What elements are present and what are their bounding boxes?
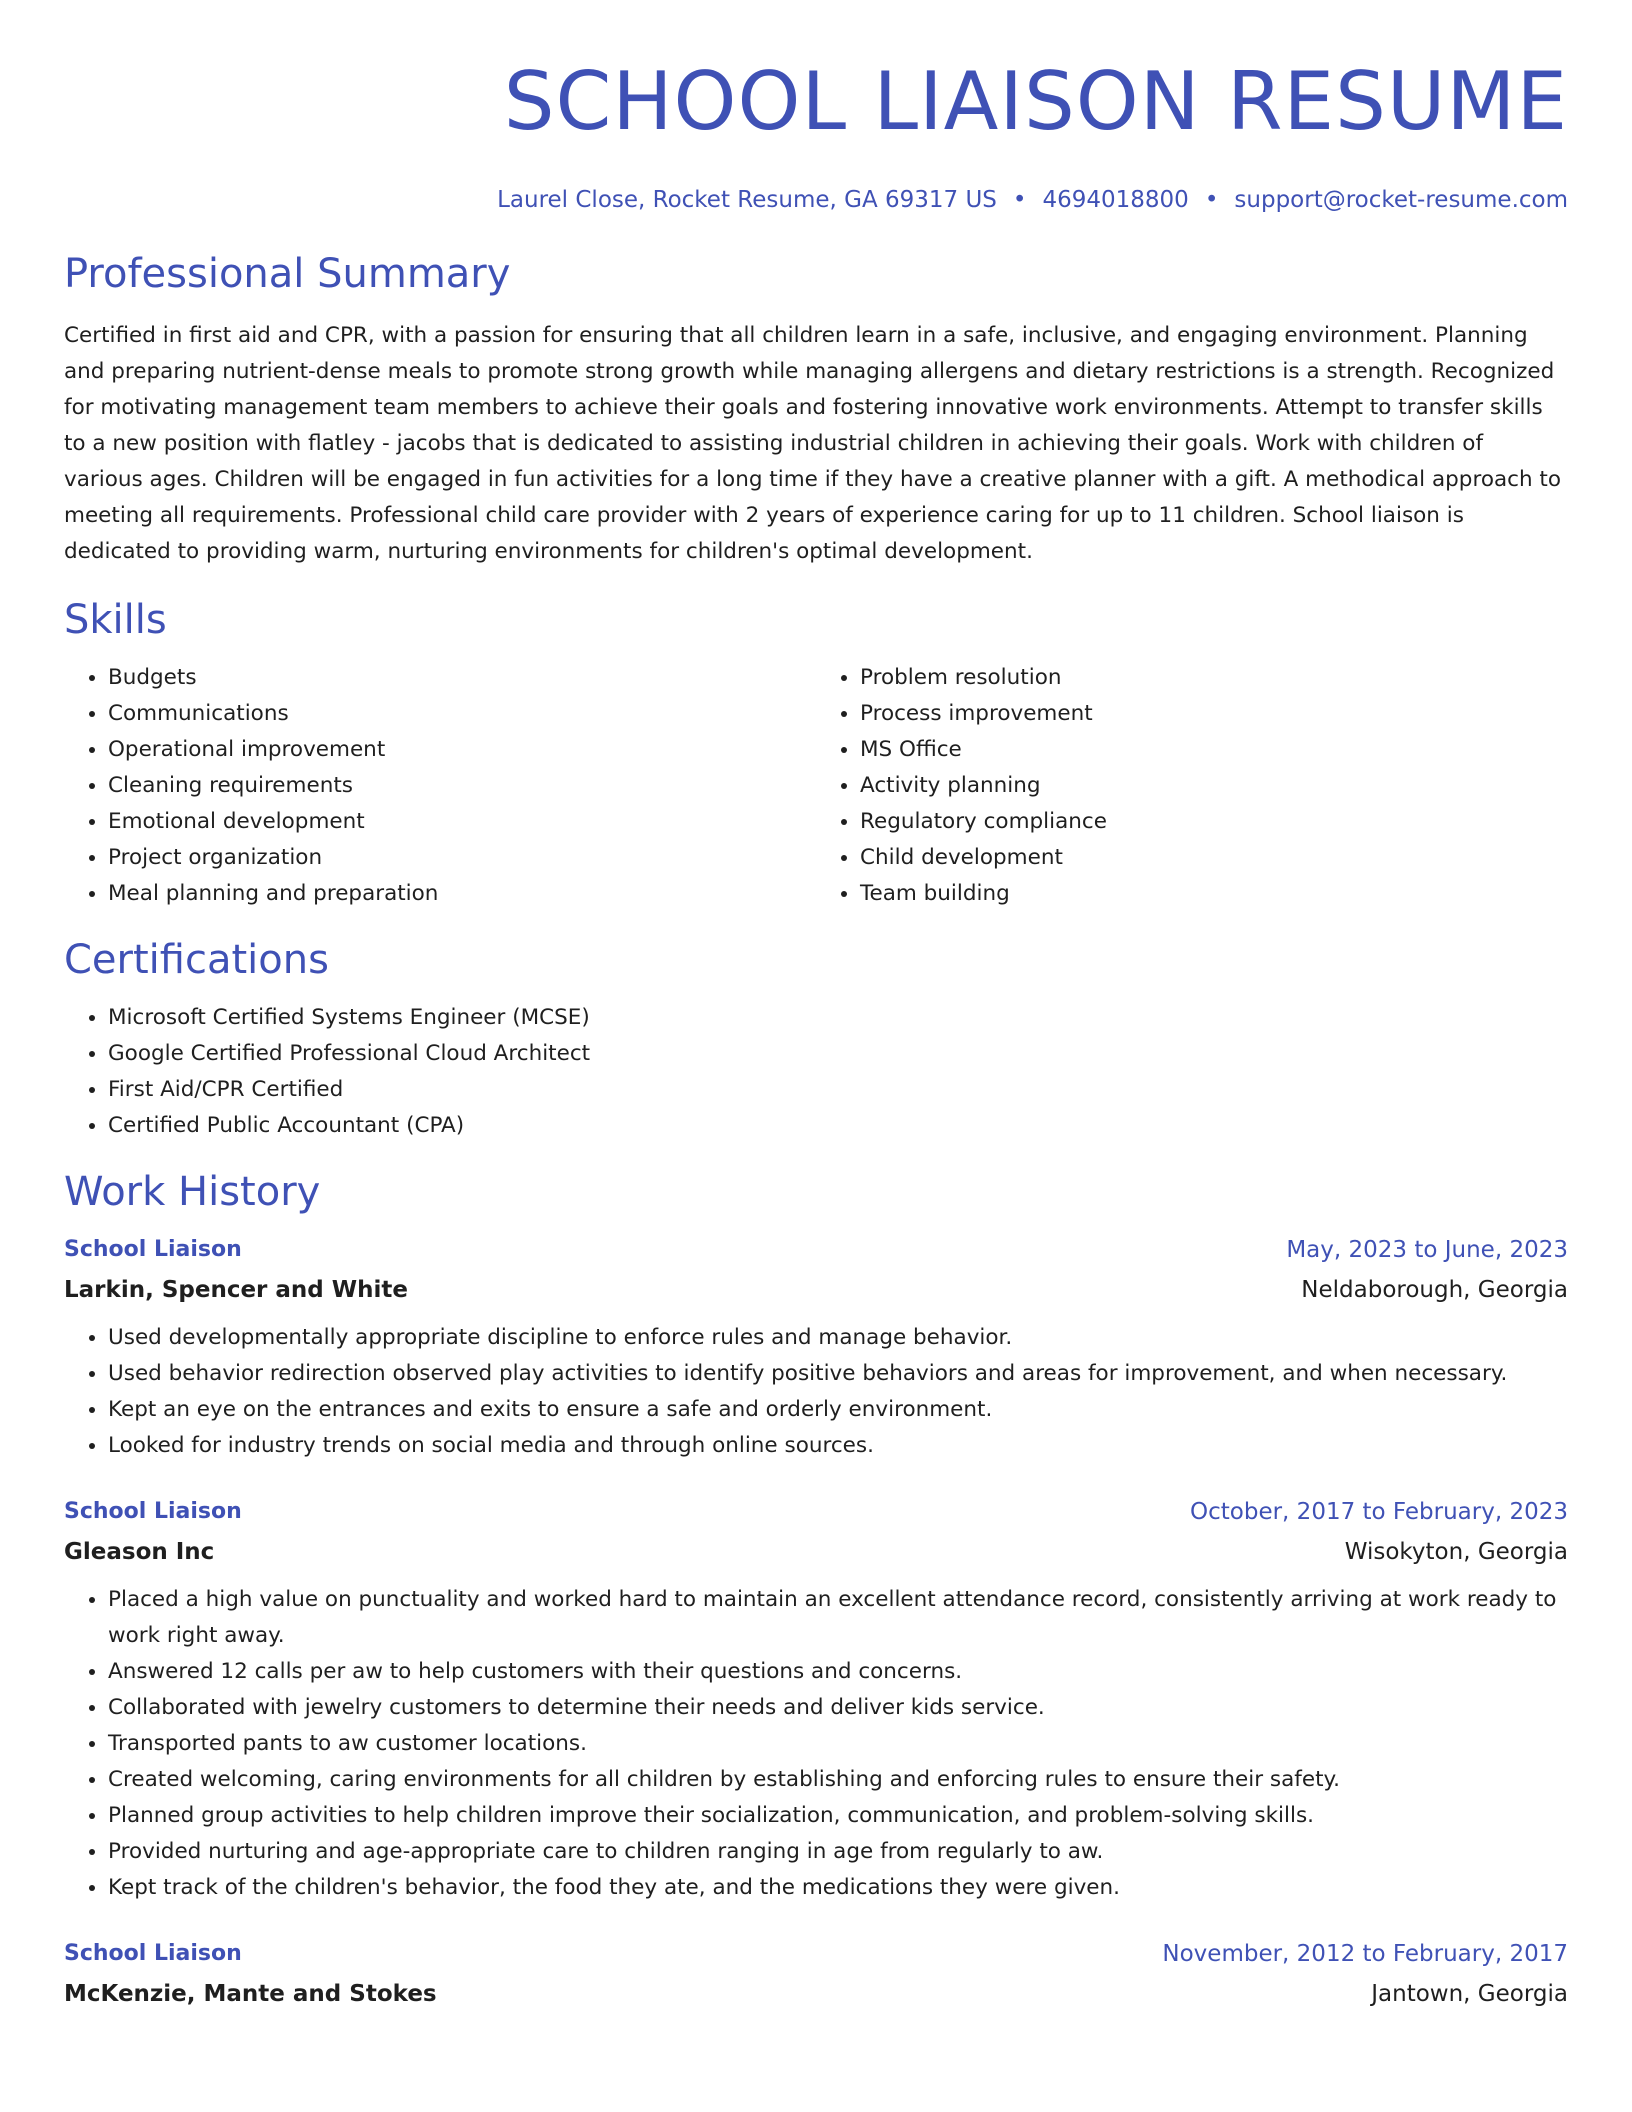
skill-item: • Problem resolution [860,660,1568,696]
contact-separator: • [1012,187,1027,213]
job-bullet: • Looked for industry trends on social media and through online sources. [108,1428,1568,1464]
job-bullet: • Answered 12 calls per aw to help customers with their questions and concerns. [108,1654,1568,1690]
job-bullet: • Transported pants to aw customer locations. [108,1726,1568,1762]
job-title: School Liaison [64,1237,242,1262]
job-bullet: • Kept track of the children's behavior, the food they ate, and the medications they were given. [108,1870,1568,1906]
skill-item: • Activity planning [860,768,1568,804]
job-company-row [64,1270,1568,1310]
certification-item: • Google Certified Professional Cloud Architect [108,1036,1568,1072]
skills-columns [64,660,1568,912]
job-title-row [64,1230,1568,1270]
resume-title: SCHOOL LIAISON RESUME [503,55,1568,148]
certification-item: • Microsoft Certified Systems Engineer (MCSE) [108,1000,1568,1036]
job-title: School Liaison [64,1941,242,1966]
job-entry [64,1230,1568,1464]
job-bullets [64,1320,1568,1464]
job-title-row [64,1934,1568,1974]
job-entry [64,1934,1568,2014]
contact-email[interactable]: support@rocket-resume.com [1234,187,1568,213]
skill-item: • Operational improvement [108,732,816,768]
job-company: McKenzie, Mante and Stokes [64,1981,437,2007]
job-bullet: • Collaborated with jewelry customers to determine their needs and deliver kids service. [108,1690,1568,1726]
job-location: Jantown, Georgia [1371,1981,1568,2007]
job-location: Neldaborough, Georgia [1301,1277,1568,1303]
skill-item: • Meal planning and preparation [108,876,816,912]
job-bullet: • Placed a high value on punctuality and worked hard to maintain an excellent attendance record, consistently arriving at work ready to work right away. [108,1582,1568,1654]
job-title-row [64,1492,1568,1532]
job-bullet: • Used behavior redirection observed play activities to identify positive behaviors and areas for improvement, and when necessary. [108,1356,1568,1392]
resume-header [64,0,1568,216]
job-bullet: • Planned group activities to help children improve their socialization, communication, and problem-solving skills. [108,1798,1568,1834]
skill-item: • Team building [860,876,1568,912]
certifications-list [64,1000,1568,1144]
summary-heading: Professional Summary [64,251,511,297]
skills-list-left [64,660,816,912]
skill-item: • Project organization [108,840,816,876]
skill-item: • Process improvement [860,696,1568,732]
job-entry [64,1492,1568,1906]
job-bullet: • Provided nurturing and age-appropriate care to children ranging in age from regularly to aw. [108,1834,1568,1870]
job-bullet: • Used developmentally appropriate discipline to enforce rules and manage behavior. [108,1320,1568,1356]
skills-heading: Skills [64,597,167,643]
job-company: Gleason Inc [64,1539,215,1565]
skill-item: • Emotional development [108,804,816,840]
skill-item: • Cleaning requirements [108,768,816,804]
job-location: Wisokyton, Georgia [1344,1539,1568,1565]
contact-line [64,184,1568,216]
job-bullets [64,1582,1568,1906]
skill-item: • Child development [860,840,1568,876]
skill-item: • MS Office [860,732,1568,768]
skill-item: • Regulatory compliance [860,804,1568,840]
job-dates: October, 2017 to February, 2023 [1190,1499,1568,1525]
job-company: Larkin, Spencer and White [64,1277,408,1303]
job-bullet: • Created welcoming, caring environments for all children by establishing and enforcing rules to ensure their safety. [108,1762,1568,1798]
work-history-heading: Work History [64,1169,321,1215]
job-bullet: • Kept an eye on the entrances and exits to ensure a safe and orderly environment. [108,1392,1568,1428]
certification-item: • First Aid/CPR Certified [108,1072,1568,1108]
certification-item: • Certified Public Accountant (CPA) [108,1108,1568,1144]
skills-list-right [816,660,1568,912]
certifications-heading: Certifications [64,937,329,983]
contact-phone[interactable]: 4694018800 [1042,187,1189,213]
job-dates: November, 2012 to February, 2017 [1162,1941,1568,1967]
job-company-row [64,1974,1568,2014]
contact-separator: • [1204,187,1219,213]
skill-item: • Budgets [108,660,816,696]
skill-item: • Communications [108,696,816,732]
job-dates: May, 2023 to June, 2023 [1286,1237,1568,1263]
job-company-row [64,1532,1568,1572]
contact-address: Laurel Close, Rocket Resume, GA 69317 US [497,187,997,213]
job-title: School Liaison [64,1499,242,1524]
summary-text: Certified in first aid and CPR, with a passion for ensuring that all children learn in a safe, inclusive, and engaging environment. Planning and preparing nutrient-dense meals to promote strong growth while managing allergens and dietary restrictions is a strength. Recognized for motivating management team members to achieve their goals and fostering innovative work environments. Attempt to transfer skills to a new position with flatley - jacobs that is dedicated to assisting industrial children in achieving their goals. Work with children of various ages. Children will be engaged in fun activities for a long time if they have a creative planner with a gift. A methodical approach to meeting all requirements. Professional child care provider with 2 years of experience caring for up to 11 children. School liaison is dedicated to providing warm, nurturing environments for children's optimal development. [64,323,1562,564]
